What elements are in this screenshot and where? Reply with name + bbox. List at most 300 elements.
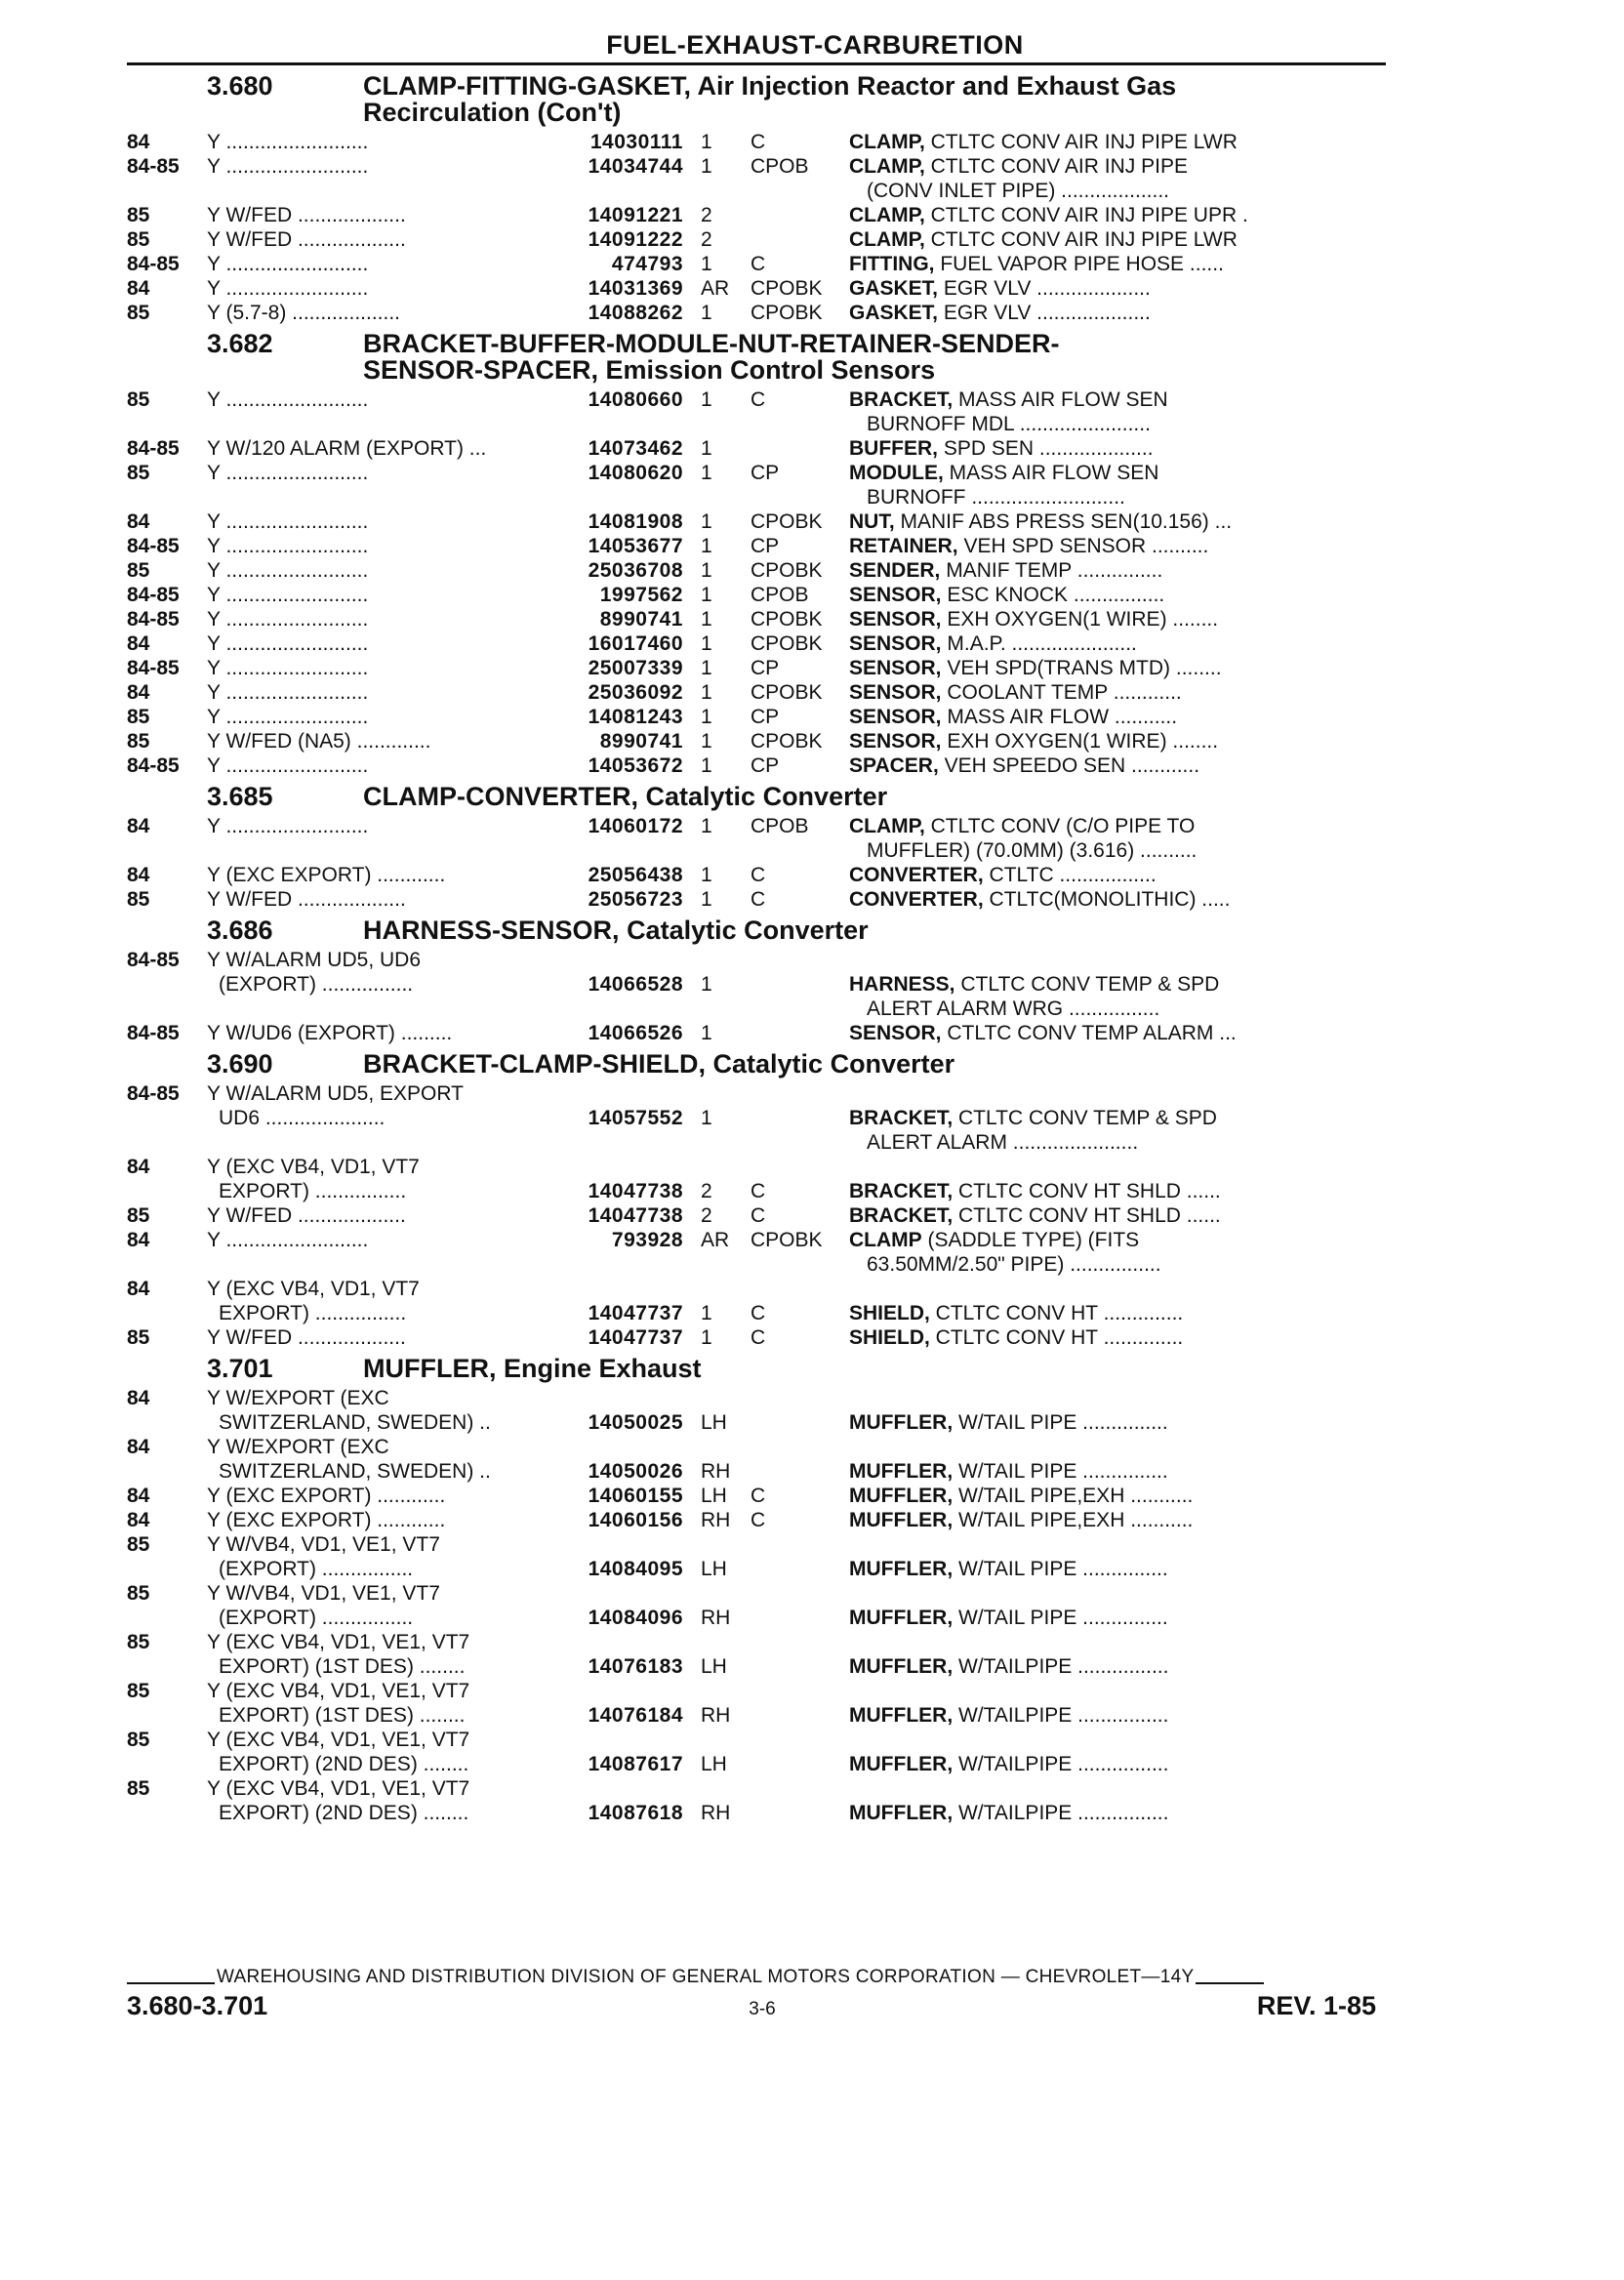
quantity: 1: [701, 973, 712, 996]
description: [849, 583, 1386, 607]
description-line: [849, 1703, 1386, 1728]
part-number: 14047737: [588, 1326, 683, 1349]
part-row: [127, 154, 1386, 203]
description-line: [849, 461, 1386, 485]
part-row: [127, 1728, 1386, 1776]
quantity: 1: [701, 253, 712, 275]
quantity: RH: [701, 1509, 731, 1531]
description-line: [849, 887, 1386, 912]
description: [849, 948, 1386, 1021]
quantity: 1: [701, 888, 712, 911]
application-line: Y (EXC VB4, VD1, VE1, VT7: [207, 1631, 470, 1653]
model-year: 85: [127, 1729, 150, 1751]
application: [207, 252, 566, 276]
usage-code: C: [751, 1326, 766, 1349]
usage-code: CP: [751, 657, 780, 679]
usage-code: CPOBK: [751, 681, 823, 704]
application-line: Y .........................: [207, 559, 369, 582]
application: [207, 1155, 566, 1203]
description-line: [849, 1435, 1386, 1459]
model-year: 85: [127, 1680, 150, 1702]
description-noun: MUFFLER,: [849, 1485, 954, 1507]
application: [207, 705, 566, 729]
part-row: [127, 1021, 1386, 1045]
application: [207, 1532, 566, 1581]
description-detail: MANIF TEMP ...............: [940, 559, 1163, 582]
footer-org-text: WAREHOUSING AND DISTRIBUTION DIVISION OF GENERAL MOTORS CORPORATION — CHEVROLET—14Y: [217, 1967, 1195, 1987]
usage-code: CPOB: [751, 815, 809, 837]
quantity: 1: [701, 815, 712, 837]
application-line: Y (5.7-8) ...................: [207, 302, 401, 324]
description: [849, 534, 1386, 558]
application-line: Y .........................: [207, 754, 369, 777]
description: [849, 1021, 1386, 1045]
description-detail: CTLTC CONV TEMP & SPD: [953, 1107, 1217, 1129]
application: [207, 1021, 566, 1045]
description-detail: ESC KNOCK ................: [941, 584, 1165, 606]
description-noun: CLAMP,: [849, 204, 925, 226]
model-year: 85: [127, 388, 150, 411]
application-line: Y .........................: [207, 462, 369, 484]
model-year: 85: [127, 204, 150, 226]
usage-code: [737, 1776, 849, 1801]
section-title: [363, 331, 1386, 384]
section-title-keyword: BRACKET-CLAMP-SHIELD,: [363, 1049, 706, 1079]
application-line: Y W/UD6 (EXPORT) .........: [207, 1022, 453, 1044]
application: [207, 1630, 566, 1679]
application: [207, 461, 566, 485]
description-noun: SENSOR,: [849, 584, 942, 606]
usage-code: C: [751, 253, 766, 275]
running-head: FUEL-EXHAUST-CARBURETION: [606, 30, 1024, 60]
description-detail: W/TAILPIPE ................: [953, 1753, 1169, 1775]
application-line: Y (EXC VB4, VD1, VT7: [207, 1278, 420, 1300]
application-line: Y W/ALARM UD5, UD6: [207, 949, 421, 971]
description: [849, 1228, 1386, 1277]
description-line: [849, 1021, 1386, 1045]
part-row: [127, 607, 1386, 631]
application: [207, 1228, 566, 1252]
part-number: 14073462: [588, 437, 683, 460]
application: [207, 1386, 566, 1435]
model-year: 84-85: [127, 608, 180, 631]
part-number: 14076183: [588, 1655, 683, 1678]
description-line: [849, 1081, 1386, 1106]
application-line: Y (EXC EXPORT) ............: [207, 1485, 446, 1507]
description-noun: CLAMP: [849, 1229, 922, 1251]
part-row: [127, 1679, 1386, 1728]
section-number: 3.701: [207, 1354, 273, 1383]
usage-code: CPOB: [751, 155, 809, 178]
application-line: Y W/VB4, VD1, VE1, VT7: [207, 1533, 440, 1556]
application: [207, 1484, 566, 1508]
part-number: 14081908: [588, 510, 683, 533]
part-row: [127, 301, 1386, 325]
description: [849, 1532, 1386, 1581]
application-line: EXPORT) (2ND DES) ........: [219, 1753, 469, 1775]
application-line: Y .........................: [207, 155, 369, 178]
application-line: SWITZERLAND, SWEDEN) ..: [219, 1411, 491, 1434]
usage-code: CPOBK: [751, 510, 823, 533]
description: [849, 558, 1386, 583]
description: [849, 607, 1386, 631]
description-detail: (SADDLE TYPE) (FITS: [921, 1229, 1140, 1251]
description-detail: W/TAIL PIPE,EXH ...........: [953, 1509, 1194, 1531]
application-line: EXPORT) ................: [219, 1180, 407, 1202]
application-line: SWITZERLAND, SWEDEN) ..: [219, 1460, 491, 1483]
description-detail: 63.50MM/2.50" PIPE) ................: [867, 1253, 1161, 1276]
part-number: 25056723: [588, 888, 683, 911]
section-title-keyword: HARNESS-SENSOR,: [363, 916, 620, 945]
section-heading: [127, 1051, 1386, 1078]
part-number: 14034744: [588, 155, 683, 178]
quantity: 1: [701, 754, 712, 777]
application-line: Y W/FED ...................: [207, 1326, 406, 1349]
description-noun: SPACER,: [849, 754, 939, 777]
part-row: [127, 509, 1386, 534]
usage-code: CPOBK: [751, 277, 823, 300]
section-title: [363, 1356, 1386, 1382]
application-line: Y .........................: [207, 706, 369, 728]
part-number: 14050026: [588, 1460, 683, 1483]
description-detail: ALERT ALARM ......................: [867, 1131, 1139, 1154]
model-year: 84: [127, 1156, 150, 1178]
description-detail: MUFFLER) (70.0MM) (3.616) ..........: [867, 839, 1198, 862]
usage-code: CPOBK: [751, 608, 823, 631]
application: [207, 227, 566, 252]
description-detail: COOLANT TEMP ............: [941, 681, 1182, 704]
part-number: 25007339: [588, 657, 683, 679]
application: [207, 1679, 566, 1728]
description-detail: W/TAIL PIPE ...............: [953, 1607, 1168, 1629]
description-line: [849, 558, 1386, 583]
description-noun: SENSOR,: [849, 608, 942, 631]
model-year: 85: [127, 1582, 150, 1605]
part-number: 14087618: [588, 1802, 683, 1824]
catalog-page: [127, 29, 1386, 1825]
application-line: Y W/120 ALARM (EXPORT) ...: [207, 437, 487, 460]
section-title: [363, 917, 1386, 944]
description-line: [849, 863, 1386, 887]
quantity: 1: [701, 437, 712, 460]
application: [207, 1581, 566, 1630]
description-line: [849, 130, 1386, 154]
description-line: [849, 1484, 1386, 1508]
part-row: [127, 1630, 1386, 1679]
model-year: 85: [127, 462, 150, 484]
quantity: AR: [701, 277, 730, 300]
description-detail: BURNOFF MDL .......................: [867, 413, 1151, 435]
sections-container: [127, 73, 1386, 1825]
usage-code: CP: [751, 462, 780, 484]
model-year: 85: [127, 1204, 150, 1227]
description-line: [849, 1410, 1386, 1435]
usage-code: C: [751, 1485, 766, 1507]
description-noun: MUFFLER,: [849, 1460, 954, 1483]
description-line: [849, 705, 1386, 729]
section-title: [363, 784, 1386, 810]
application-line: Y (EXC EXPORT) ............: [207, 1509, 446, 1531]
description-line: [849, 583, 1386, 607]
description: [849, 705, 1386, 729]
application: [207, 1277, 566, 1325]
description: [849, 656, 1386, 680]
section-number: 3.685: [207, 782, 273, 811]
description-line: [849, 838, 1386, 863]
section-heading: [127, 917, 1386, 944]
section-title-keyword: CLAMP-CONVERTER,: [363, 782, 638, 811]
application-line: Y .........................: [207, 584, 369, 606]
description-line: [849, 1301, 1386, 1325]
part-number: 25036708: [588, 559, 683, 582]
description-line: [849, 1459, 1386, 1484]
description-noun: CONVERTER,: [849, 864, 984, 886]
description-noun: SHIELD,: [849, 1302, 930, 1324]
part-row: [127, 583, 1386, 607]
application: [207, 203, 566, 227]
part-row: [127, 1277, 1386, 1325]
quantity: RH: [701, 1607, 731, 1629]
usage-code: CPOBK: [751, 559, 823, 582]
description: [849, 1728, 1386, 1776]
description-line: [849, 1386, 1386, 1410]
part-number: 14030111: [589, 131, 683, 153]
description-noun: SENDER,: [849, 559, 941, 582]
application: [207, 680, 566, 705]
description-line: [849, 1277, 1386, 1301]
application-line: Y (EXC VB4, VD1, VT7: [207, 1156, 420, 1178]
description-line: [849, 1130, 1386, 1155]
description-noun: BRACKET,: [849, 1107, 954, 1129]
usage-code: CP: [751, 754, 780, 777]
application: [207, 729, 566, 753]
description-line: [849, 276, 1386, 301]
description: [849, 1081, 1386, 1155]
application: [207, 509, 566, 534]
description-noun: MUFFLER,: [849, 1509, 954, 1531]
part-row: [127, 863, 1386, 887]
description-detail: M.A.P. ......................: [941, 632, 1137, 655]
model-year: 84-85: [127, 949, 180, 971]
part-number: 14091222: [588, 228, 683, 251]
model-year: 84: [127, 1387, 150, 1409]
application: [207, 583, 566, 607]
description-line: [849, 1801, 1386, 1825]
description-noun: RETAINER,: [849, 535, 958, 557]
section-heading: [127, 331, 1386, 384]
part-number: 14047738: [588, 1204, 683, 1227]
model-year: 85: [127, 1631, 150, 1653]
section-title-line-2: Recirculation (Con't): [363, 98, 622, 127]
section-title-line: [363, 331, 1386, 357]
section-title-line: [363, 917, 1386, 944]
footer-section-range: 3.680-3.701: [127, 1991, 268, 2020]
description-detail: MASS AIR FLOW SEN: [943, 462, 1159, 484]
part-number: 25036092: [588, 681, 683, 704]
usage-code: [737, 1728, 849, 1752]
part-row: [127, 387, 1386, 436]
description-detail: EXH OXYGEN(1 WIRE) ........: [941, 608, 1219, 631]
description-line: [849, 436, 1386, 461]
usage-code: C: [751, 888, 766, 911]
application-line: Y (EXC VB4, VD1, VE1, VT7: [207, 1729, 470, 1751]
application-line: EXPORT) (1ST DES) ........: [219, 1704, 466, 1727]
description-detail: EGR VLV ....................: [938, 302, 1151, 324]
footer-rule-left: [127, 1982, 215, 1984]
description-line: [849, 179, 1386, 203]
description: [849, 863, 1386, 887]
part-number: 14080620: [588, 462, 683, 484]
section-title-line: [363, 73, 1386, 100]
description-line: [849, 1508, 1386, 1532]
quantity: 2: [701, 228, 712, 251]
part-number: 14053677: [588, 535, 683, 557]
part-row: [127, 1228, 1386, 1277]
description-detail: ALERT ALARM WRG ................: [867, 998, 1160, 1020]
footer-page-number: 3-6: [749, 1999, 776, 2019]
description-line: [849, 252, 1386, 276]
description-line: [849, 534, 1386, 558]
description-noun: GASKET,: [849, 277, 939, 300]
description-detail: CTLTC CONV HT ..............: [929, 1302, 1184, 1324]
description: [849, 1776, 1386, 1825]
description: [849, 276, 1386, 301]
section-title: [363, 1051, 1386, 1078]
quantity: 1: [701, 302, 712, 324]
description-line: [849, 1606, 1386, 1630]
application: [207, 753, 566, 778]
description-noun: CLAMP,: [849, 228, 925, 251]
application-line: Y (EXC EXPORT) ............: [207, 864, 446, 886]
part-row: [127, 227, 1386, 252]
model-year: 85: [127, 1326, 150, 1349]
application-line: Y .........................: [207, 253, 369, 275]
description-line: [849, 753, 1386, 778]
application-line: Y .........................: [207, 535, 369, 557]
application-line: Y (EXC VB4, VD1, VE1, VT7: [207, 1777, 470, 1800]
description: [849, 1630, 1386, 1679]
description: [849, 1435, 1386, 1484]
description: [849, 680, 1386, 705]
model-year: 85: [127, 1777, 150, 1800]
description-detail: W/TAILPIPE ................: [953, 1802, 1169, 1824]
part-row: [127, 1203, 1386, 1228]
part-row: [127, 705, 1386, 729]
description-detail: W/TAIL PIPE ...............: [953, 1411, 1168, 1434]
description: [849, 1155, 1386, 1203]
quantity: RH: [701, 1460, 731, 1483]
model-year: 84: [127, 681, 150, 704]
description: [849, 753, 1386, 778]
usage-code: CPOBK: [751, 302, 823, 324]
description: [849, 252, 1386, 276]
description: [849, 461, 1386, 509]
part-number: 14066526: [588, 1022, 683, 1044]
description: [849, 1325, 1386, 1350]
application-line: Y .........................: [207, 608, 369, 631]
application: [207, 436, 566, 461]
description-line: [849, 997, 1386, 1021]
model-year: 84: [127, 131, 150, 153]
description-detail: CTLTC CONV TEMP & SPD: [954, 973, 1220, 996]
description-detail: CTLTC CONV HT SHLD ......: [953, 1204, 1221, 1227]
model-year: 84-85: [127, 1082, 180, 1105]
description-detail: BURNOFF ...........................: [867, 486, 1125, 509]
description-line: [849, 729, 1386, 753]
application-line: Y .........................: [207, 681, 369, 704]
usage-code: CPOBK: [751, 1229, 823, 1251]
catalog-section: [127, 331, 1386, 778]
description: [849, 203, 1386, 227]
part-number: 474793: [611, 253, 683, 275]
description-line: [849, 387, 1386, 412]
application-line: (EXPORT) ................: [219, 1558, 414, 1580]
usage-code: CP: [751, 535, 780, 557]
quantity: 1: [701, 706, 712, 728]
description-line: [849, 1106, 1386, 1130]
part-row: [127, 1325, 1386, 1350]
section-number: 3.690: [207, 1049, 273, 1079]
application: [207, 387, 566, 412]
description-detail: CTLTC CONV AIR INJ PIPE UPR .: [924, 204, 1248, 226]
description-line: [849, 301, 1386, 325]
part-number: 14081243: [588, 706, 683, 728]
application: [207, 656, 566, 680]
quantity: 1: [701, 131, 712, 153]
model-year: 84: [127, 864, 150, 886]
description-line: [849, 1679, 1386, 1703]
application-line: EXPORT) ................: [219, 1302, 407, 1324]
part-number: 14088262: [588, 302, 683, 324]
quantity: 1: [701, 1022, 712, 1044]
description-noun: NUT,: [849, 510, 895, 533]
description-detail: SPD SEN ....................: [938, 437, 1154, 460]
model-year: 84: [127, 277, 150, 300]
description-line: [849, 1752, 1386, 1776]
part-number: 14076184: [588, 1704, 683, 1727]
section-title-line: [363, 1051, 1386, 1078]
description-noun: CLAMP,: [849, 815, 925, 837]
application: [207, 863, 566, 887]
section-title-subject: Air Injection Reactor and Exhaust Gas: [697, 71, 1177, 101]
application: [207, 1435, 566, 1484]
part-number: 14047738: [588, 1180, 683, 1202]
description-detail: MASS AIR FLOW ...........: [941, 706, 1178, 728]
model-year: 84: [127, 1485, 150, 1507]
description-line: [849, 1557, 1386, 1581]
description-line: [849, 631, 1386, 656]
description-line: [849, 1581, 1386, 1606]
description-noun: BUFFER,: [849, 437, 938, 460]
description-noun: MUFFLER,: [849, 1802, 954, 1824]
description-line: [849, 1776, 1386, 1801]
usage-code: C: [751, 1180, 766, 1202]
description-line: [849, 1630, 1386, 1654]
application-line: Y .........................: [207, 815, 369, 837]
description: [849, 887, 1386, 912]
section-title-subject: Engine Exhaust: [504, 1354, 702, 1383]
description-line: [849, 1155, 1386, 1179]
usage-code: C: [751, 1302, 766, 1324]
application-line: EXPORT) (1ST DES) ........: [219, 1655, 466, 1678]
part-number: 14066528: [588, 973, 683, 996]
description-noun: MUFFLER,: [849, 1607, 954, 1629]
part-row: [127, 729, 1386, 753]
quantity: 1: [701, 510, 712, 533]
description: [849, 1508, 1386, 1532]
part-row: [127, 948, 1386, 1021]
description-line: [849, 1228, 1386, 1252]
